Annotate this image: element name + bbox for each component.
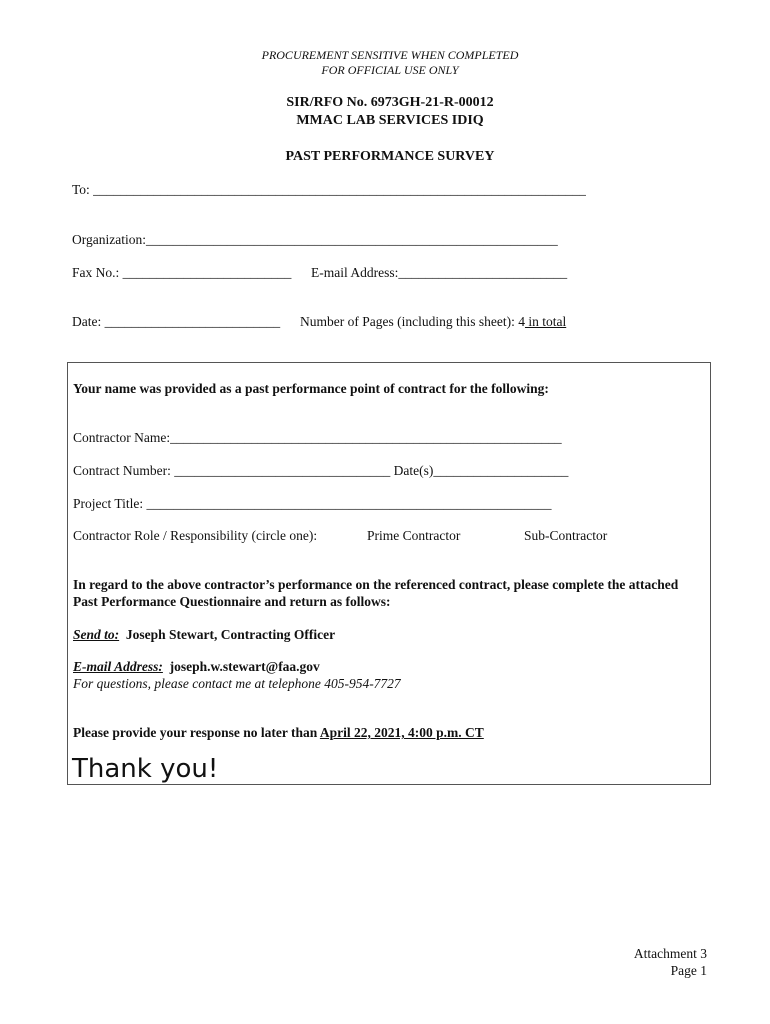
survey-title: PAST PERFORMANCE SURVEY bbox=[285, 149, 495, 164]
program-title: MMAC LAB SERVICES IDIQ bbox=[296, 113, 484, 128]
pages-field bbox=[300, 314, 566, 330]
email-address-value: joseph.w.stewart@faa.gov bbox=[169, 659, 320, 674]
date-field: Date: __________________________ bbox=[72, 314, 281, 329]
deadline-value: April 22, 2021, 4:00 p.m. CT bbox=[319, 725, 484, 740]
header-sensitive-line: PROCUREMENT SENSITIVE WHEN COMPLETED bbox=[261, 48, 519, 62]
role-sub-option: Sub-Contractor bbox=[524, 528, 608, 543]
send-to-label: Send to: bbox=[73, 627, 120, 642]
to-field: To: _________________________________________________________________________ bbox=[72, 182, 586, 197]
send-to-value: Joseph Stewart, Contracting Officer bbox=[125, 627, 336, 642]
thank-you: Thank you! bbox=[72, 754, 219, 784]
regard-line-2: Past Performance Questionnaire and return as follows: bbox=[73, 594, 391, 609]
contract-number-field: Contract Number: ________________________________ Date(s)____________________ bbox=[73, 463, 569, 478]
header-official-use-line: FOR OFFICIAL USE ONLY bbox=[321, 63, 459, 77]
email-field: E-mail Address:_________________________ bbox=[311, 265, 568, 280]
questions-line: For questions, please contact me at telephone 405-954-7727 bbox=[73, 676, 401, 691]
send-to-line bbox=[73, 627, 335, 643]
page-number: Page 1 bbox=[670, 963, 707, 978]
email-line bbox=[73, 659, 320, 675]
deadline-label: Please provide your response no later than bbox=[73, 725, 320, 740]
email-address-label: E-mail Address: bbox=[73, 659, 163, 674]
contractor-name-field: Contractor Name:__________________________________________________________ bbox=[73, 430, 562, 445]
fax-field: Fax No.: _________________________ bbox=[72, 265, 292, 280]
organization-field: Organization:_____________________________________________________________ bbox=[72, 232, 558, 247]
deadline-line bbox=[73, 725, 484, 741]
box-intro: Your name was provided as a past performance point of contract for the following: bbox=[73, 381, 549, 396]
pages-total: in total bbox=[524, 314, 567, 329]
regard-line-1: In regard to the above contractor’s performance on the referenced contract, please complete the attached bbox=[73, 577, 679, 592]
sir-number: SIR/RFO No. 6973GH-21-R-00012 bbox=[286, 95, 494, 110]
project-title-field: Project Title: ____________________________________________________________ bbox=[73, 496, 552, 511]
attachment-label: Attachment 3 bbox=[633, 946, 707, 961]
role-prime-option: Prime Contractor bbox=[367, 528, 461, 543]
contract-info-box bbox=[67, 362, 711, 785]
pages-label: Number of Pages (including this sheet): 4 bbox=[300, 314, 525, 329]
contractor-role-label: Contractor Role / Responsibility (circle one): bbox=[73, 528, 318, 543]
